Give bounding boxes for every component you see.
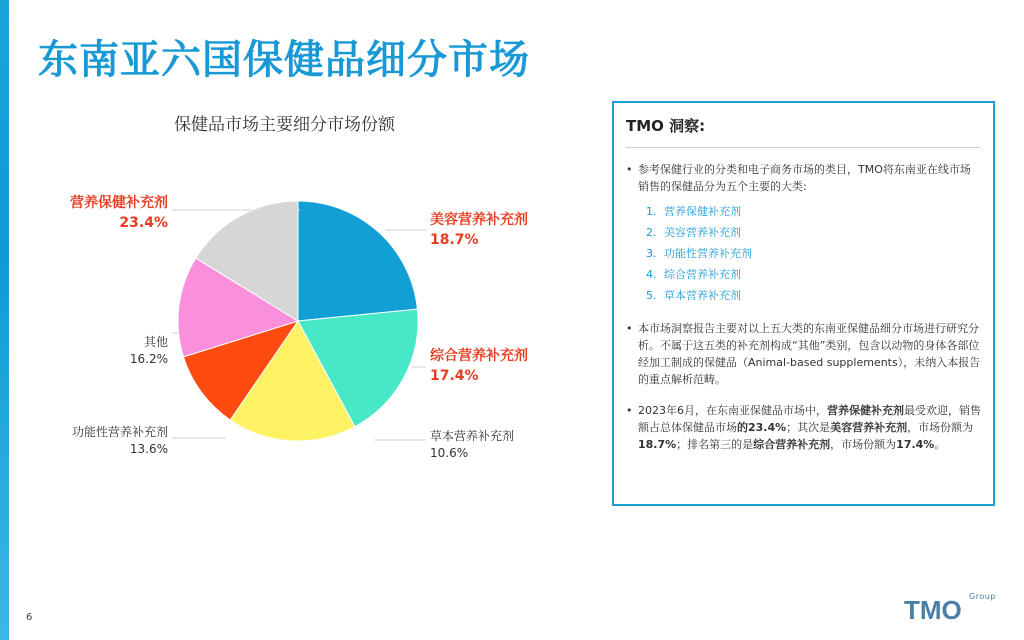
category-item: 4. 综合营养补充剂 bbox=[646, 268, 741, 281]
slice-value: 10.6% bbox=[430, 446, 469, 460]
panel-title: TMO 洞察: bbox=[626, 117, 706, 135]
slice-value: 18.7% bbox=[430, 232, 479, 248]
panel-divider bbox=[626, 147, 981, 148]
slice-label bbox=[430, 428, 514, 462]
chart-title: 保健品市场主要细分市场份额 bbox=[174, 115, 395, 135]
bullet-dot: • bbox=[626, 404, 633, 417]
bullet-dot: • bbox=[626, 322, 633, 335]
logo-group-text: Group bbox=[969, 592, 996, 601]
pie-slice bbox=[298, 201, 417, 321]
slice-name: 营养保健补充剂 bbox=[70, 195, 168, 211]
insight-panel bbox=[612, 101, 995, 506]
slice-label bbox=[430, 210, 528, 250]
insight-bullet-2 bbox=[626, 320, 981, 388]
slice-label bbox=[72, 424, 168, 458]
insight-bullet-3: • 2023年6月，在东南亚保健品市场中，营养保健补充剂最受欢迎，销售额占总体保健品市场的23.4%；其次是美容营养补充剂，市场份额为18.7%；排名第三的是综合营养补充剂，市场份额为17.4%。 bbox=[626, 404, 981, 451]
slice-value: 16.2% bbox=[129, 352, 168, 366]
slice-value: 17.4% bbox=[430, 368, 479, 384]
slice-value: 23.4% bbox=[119, 215, 168, 231]
slice-name: 美容营养补充剂 bbox=[430, 212, 528, 228]
logo-text: TMO bbox=[904, 595, 962, 624]
slice-name: 草本营养补充剂 bbox=[430, 429, 515, 443]
panel-body bbox=[626, 161, 981, 467]
slice-label bbox=[130, 334, 168, 368]
slice-value: 13.6% bbox=[129, 442, 168, 456]
slice-name: 功能性营养补充剂 bbox=[71, 425, 168, 439]
category-item: 5. 草本营养补充剂 bbox=[646, 289, 741, 302]
category-item: 3. 功能性营养补充剂 bbox=[646, 247, 752, 260]
insight-bullet-1 bbox=[626, 161, 981, 306]
slice-label bbox=[430, 346, 528, 386]
slice-name: 其他 bbox=[143, 335, 168, 349]
slice-label bbox=[70, 193, 168, 233]
slice-name: 综合营养补充剂 bbox=[430, 348, 528, 364]
bullet-2-text: 本市场洞察报告主要对以上五大类的东南亚保健品细分市场进行研究分析。不属于这五类的补充剂构成“其他”类别，包含以动物的身体各部位经加工制成的保健品（Animal-based supplements），未纳入本报告的重点解析范畴。 bbox=[638, 322, 981, 386]
bullet-dot: • bbox=[626, 163, 633, 176]
page-title: 东南亚六国保健品细分市场 bbox=[38, 37, 530, 83]
bullet-1-text: 参考保健行业的分类和电子商务市场的类目，TMO将东南亚在线市场销售的保健品分为五个主要的大类: bbox=[638, 163, 971, 193]
category-item: 1. 营养保健补充剂 bbox=[646, 205, 741, 218]
category-item: 2. 美容营养补充剂 bbox=[646, 226, 741, 239]
category-list bbox=[638, 201, 981, 306]
page-number: 6 bbox=[26, 612, 33, 623]
